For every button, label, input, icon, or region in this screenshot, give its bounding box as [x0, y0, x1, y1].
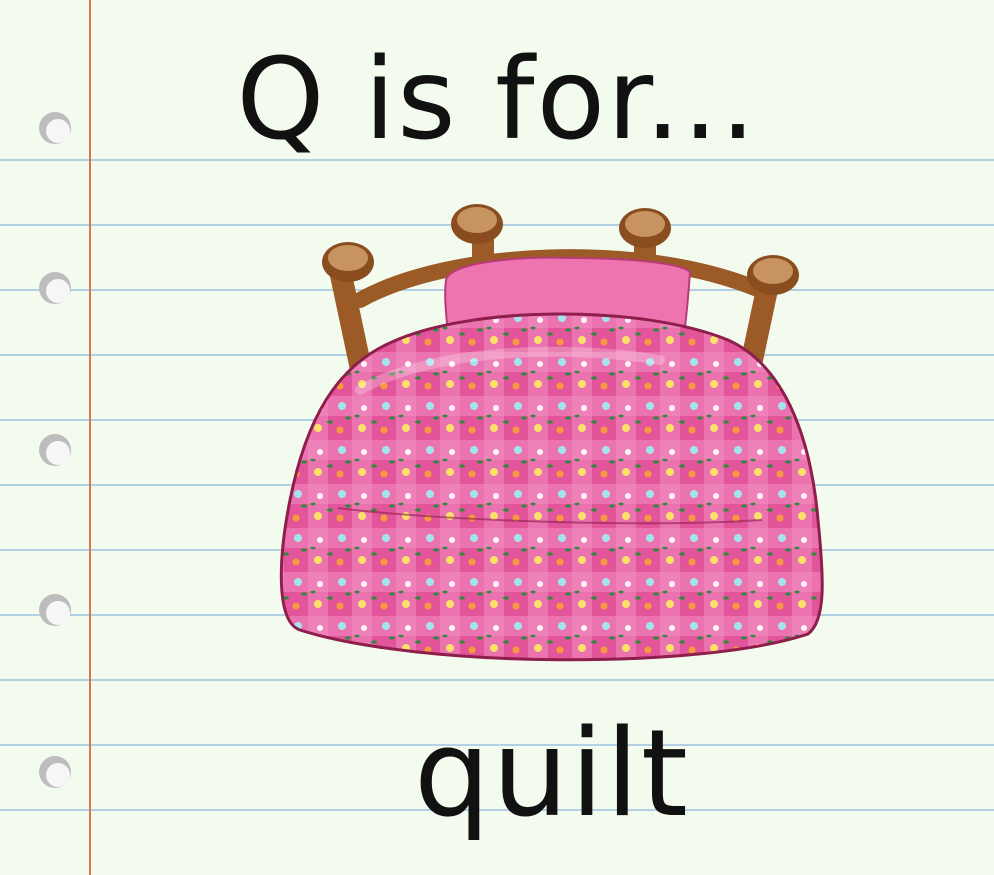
- bedpost-knob: [322, 242, 374, 282]
- flashcard-word: quilt: [414, 705, 690, 844]
- bedpost-knob: [747, 255, 799, 295]
- quilt: [281, 314, 822, 660]
- bedpost-knob: [451, 204, 503, 244]
- bedpost-knob: [619, 208, 671, 248]
- flashcard-heading: Q is for...: [236, 35, 758, 165]
